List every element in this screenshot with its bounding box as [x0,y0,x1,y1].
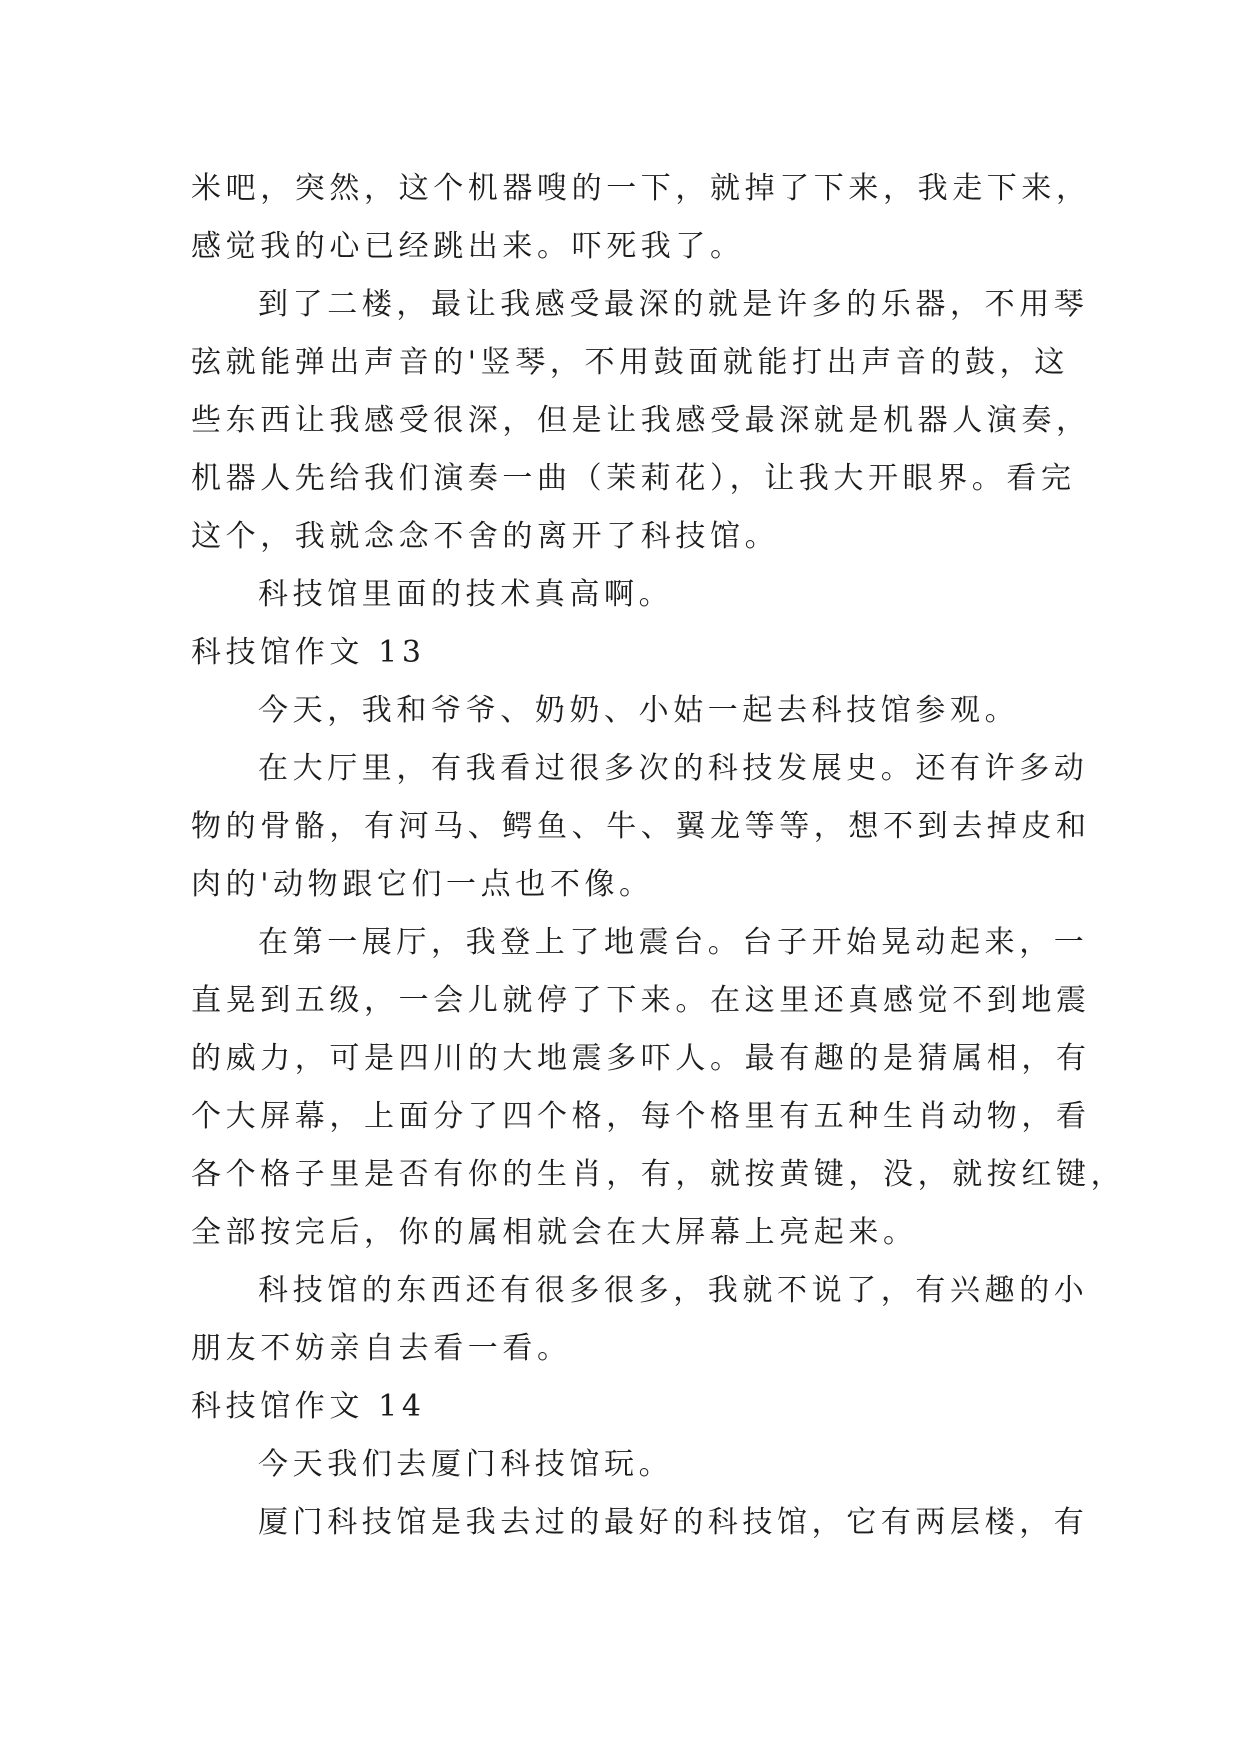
text-line: 个大屏幕，上面分了四个格，每个格里有五种生肖动物，看 [191,1099,1091,1134]
text-line: 米吧，突然，这个机器嗖的一下，就掉了下来，我走下来， [191,171,1091,206]
text-line: 科技馆里面的技术真高啊。 [258,577,674,612]
text-line: 在第一展厅，我登上了地震台。台子开始晃动起来，一 [258,925,1089,960]
document-body [191,160,1126,1552]
text-line: 些东西让我感受很深，但是让我感受最深就是机器人演奏， [191,403,1091,438]
text-line: 的威力，可是四川的大地震多吓人。最有趣的是猜属相，有 [191,1041,1091,1076]
text-line: 全部按完后，你的属相就会在大屏幕上亮起来。 [191,1215,918,1250]
text-line: 弦就能弹出声音的'竖琴，不用鼓面就能打出声音的鼓，这 [191,345,1069,380]
text-line: 厦门科技馆是我去过的最好的科技馆，它有两层楼，有 [258,1505,1089,1540]
text-line: 这个，我就念念不舍的离开了科技馆。 [191,519,780,554]
text-line: 肉的'动物跟它们一点也不像。 [191,867,654,902]
text-line: 朋友不妨亲自去看一看。 [191,1331,572,1366]
section-heading: 科技馆作文 13 [191,635,426,670]
text-line: 到了二楼，最让我感受最深的就是许多的乐器，不用琴 [258,287,1089,322]
text-line: 感觉我的心已经跳出来。吓死我了。 [191,229,745,264]
text-line: 机器人先给我们演奏一曲（茉莉花），让我大开眼界。看完 [191,461,1076,496]
text-line: 在大厅里，有我看过很多次的科技发展史。还有许多动 [258,751,1089,786]
text-line: 物的骨骼，有河马、鳄鱼、牛、翼龙等等，想不到去掉皮和 [191,809,1091,844]
section-heading: 科技馆作文 14 [191,1389,426,1424]
text-line: 科技馆的东西还有很多很多，我就不说了，有兴趣的小 [258,1273,1089,1308]
text-line: 各个格子里是否有你的生肖，有，就按黄键，没，就按红键， [191,1157,1126,1192]
text-line: 今天，我和爷爷、奶奶、小姑一起去科技馆参观。 [258,693,1020,728]
text-line: 今天我们去厦门科技馆玩。 [258,1447,674,1482]
text-line: 直晃到五级，一会儿就停了下来。在这里还真感觉不到地震 [191,983,1091,1018]
